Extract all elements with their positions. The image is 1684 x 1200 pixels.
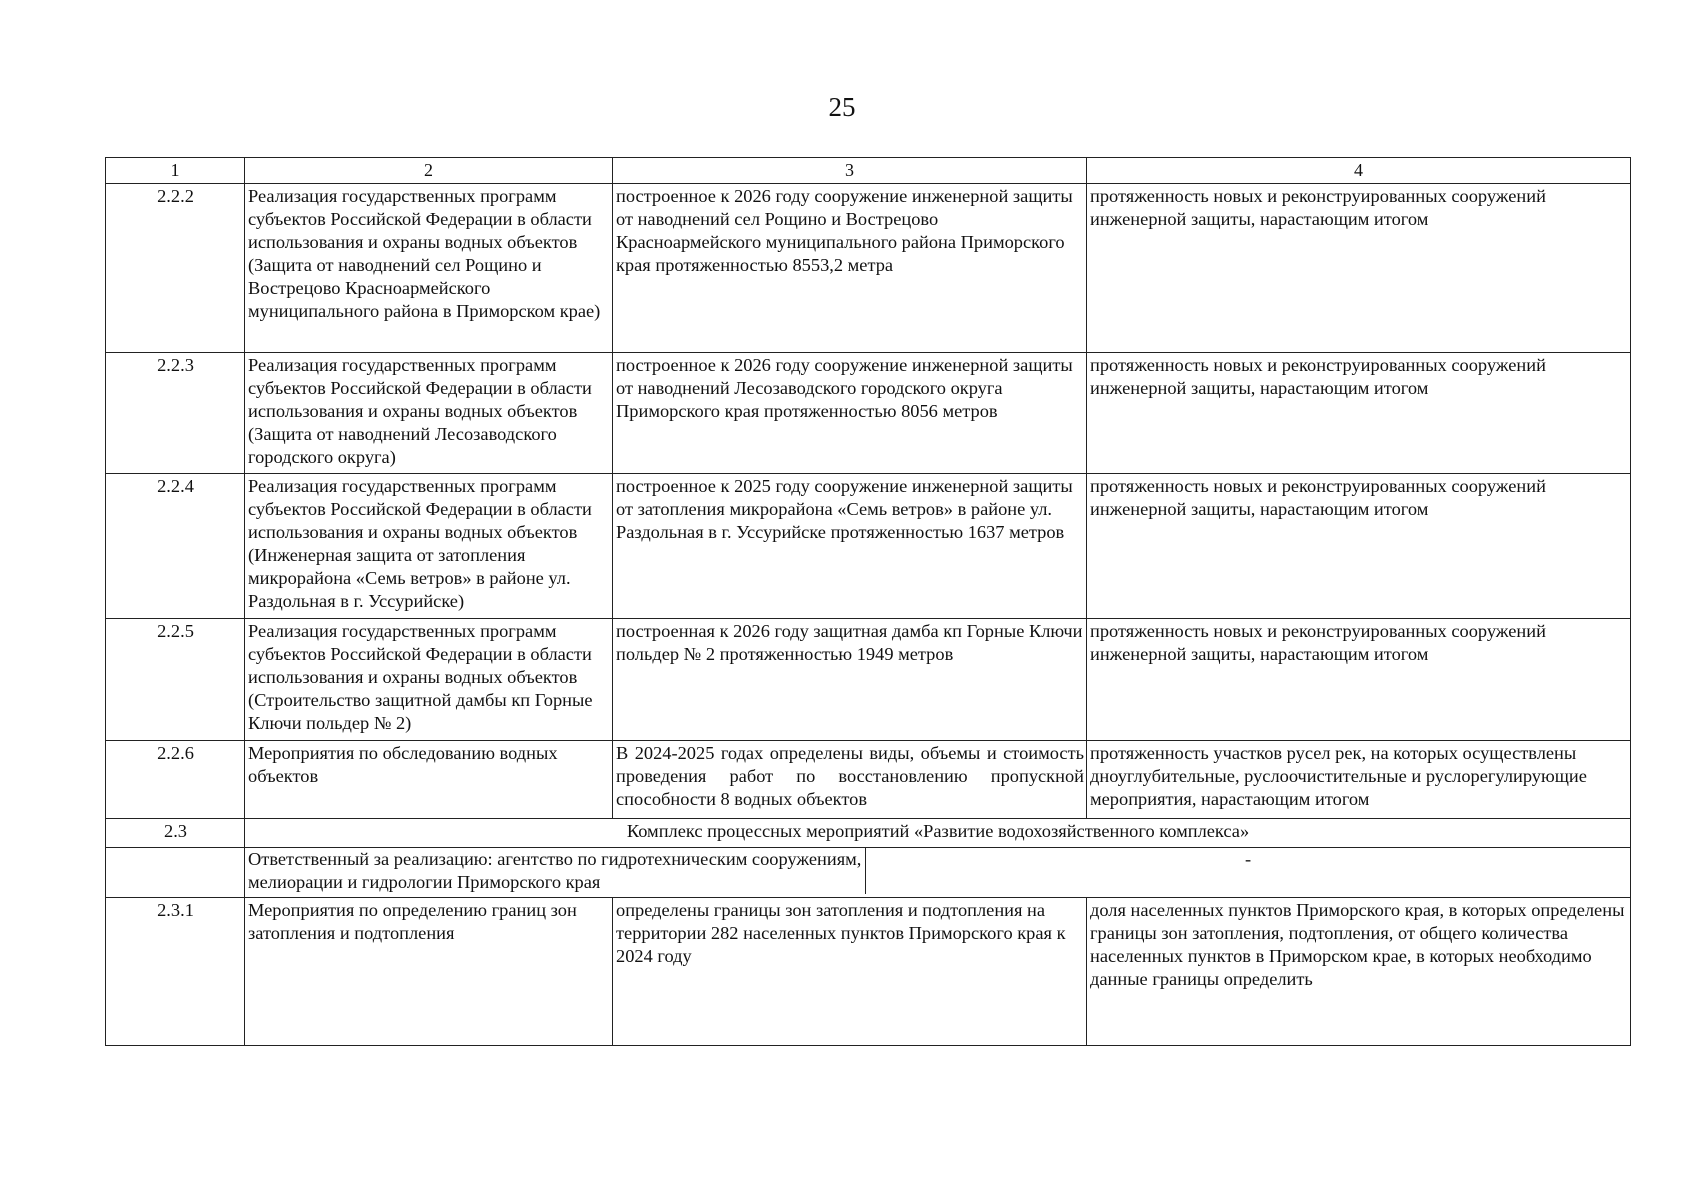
row-indicator: протяженность новых и реконструированных сооружений инженерной защиты, нарастающим итогом [1087, 474, 1631, 619]
measures-table [105, 157, 1631, 1046]
row-number: 2.2.2 [106, 184, 245, 353]
row-name: Реализация государственных программ субъектов Российской Федерации в области использования и охраны водных объектов (Инженерная защита от затопления микрорайона «Семь ветров» в районе ул. Раздольная в г. Уссурийске) [245, 474, 613, 619]
row-indicator: протяженность новых и реконструированных сооружений инженерной защиты, нарастающим итогом [1087, 184, 1631, 353]
row-number: 2.3.1 [106, 898, 245, 1046]
row-result: построенная к 2026 году защитная дамба кп Горные Ключи польдер № 2 протяженностью 1949 метров [613, 619, 1087, 741]
row-result: В 2024-2025 годах определены виды, объемы и стоимость проведения работ по восстановлению пропускной способности 8 водных объектов [613, 741, 1087, 819]
row-indicator: доля населенных пунктов Приморского края, в которых определены границы зон затопления, подтопления, от общего количества населенных пунктов в Приморском крае, в которых необходимо данные границы определить [1087, 898, 1631, 1046]
row-number: 2.2.5 [106, 619, 245, 741]
table-row [106, 741, 1631, 819]
row-name: Мероприятия по обследованию водных объектов [245, 741, 613, 819]
column-header-2: 2 [245, 158, 613, 184]
table-row [106, 184, 1631, 353]
row-name: Реализация государственных программ субъектов Российской Федерации в области использования и охраны водных объектов (Защита от наводнений Лесозаводского городского округа) [245, 353, 613, 474]
row-indicator: протяженность участков русел рек, на которых осуществлены дноуглубительные, руслоочистительные и руслорегулирующие мероприятия, нарастающим итогом [1087, 741, 1631, 819]
row-number: 2.2.6 [106, 741, 245, 819]
column-header-1: 1 [106, 158, 245, 184]
row-result: построенное к 2026 году сооружение инженерной защиты от наводнений Лесозаводского городского округа Приморского края протяженностью 8056 метров [613, 353, 1087, 474]
page-number: 25 [828, 92, 856, 122]
table-row [106, 898, 1631, 1046]
responsible-row [106, 848, 1631, 898]
row-number: 2.2.3 [106, 353, 245, 474]
section-title: Комплекс процессных мероприятий «Развитие водохозяйственного комплекса» [245, 819, 1631, 848]
responsible-cell [245, 848, 1631, 898]
row-indicator: протяженность новых и реконструированных сооружений инженерной защиты, нарастающим итогом [1087, 619, 1631, 741]
section-number: 2.3 [106, 819, 245, 848]
section-row [106, 819, 1631, 848]
responsible-text: Ответственный за реализацию: агентство по гидротехническим сооружениям, мелиорации и гидрологии Приморского края [245, 848, 866, 894]
column-header-3: 3 [613, 158, 1087, 184]
table-row [106, 619, 1631, 741]
empty-cell [106, 848, 245, 898]
table-row [106, 474, 1631, 619]
row-number: 2.2.4 [106, 474, 245, 619]
table-header-row [106, 158, 1631, 184]
row-indicator: протяженность новых и реконструированных сооружений инженерной защиты, нарастающим итогом [1087, 353, 1631, 474]
table-row [106, 353, 1631, 474]
row-result: построенное к 2025 году сооружение инженерной защиты от затопления микрорайона «Семь ветров» в районе ул. Раздольная в г. Уссурийске протяженностью 1637 метров [613, 474, 1087, 619]
row-result: определены границы зон затопления и подтопления на территории 282 населенных пунктов Приморского края к 2024 году [613, 898, 1087, 1046]
row-name: Реализация государственных программ субъектов Российской Федерации в области использования и охраны водных объектов (Защита от наводнений сел Рощино и Вострецово Красноармейского муниципального района в Приморском крае) [245, 184, 613, 353]
responsible-value: - [1244, 849, 1252, 869]
row-name: Реализация государственных программ субъектов Российской Федерации в области использования и охраны водных объектов (Строительство защитной дамбы кп Горные Ключи польдер № 2) [245, 619, 613, 741]
row-result: построенное к 2026 году сооружение инженерной защиты от наводнений сел Рощино и Вострецово Красноармейского муниципального района Приморского края протяженностью 8553,2 метра [613, 184, 1087, 353]
column-header-4: 4 [1087, 158, 1631, 184]
row-name: Мероприятия по определению границ зон затопления и подтопления [245, 898, 613, 1046]
